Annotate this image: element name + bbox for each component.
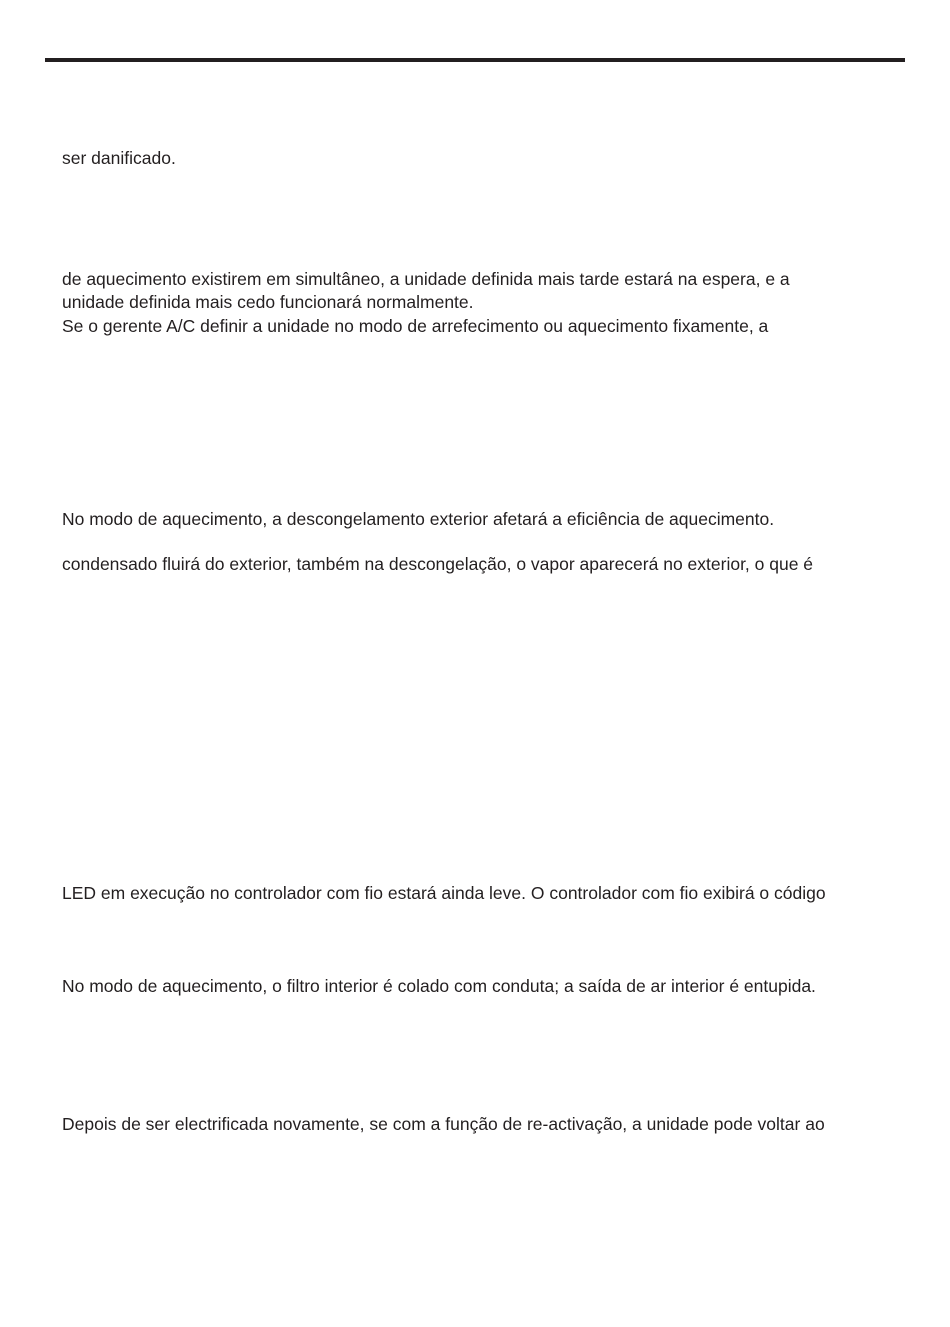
text-line: LED em execução no controlador com fio estará ainda leve. O controlador com fio exibirá o código: [62, 883, 826, 903]
text-line: condensado fluirá do exterior, também na descongelação, o vapor aparecerá no exterior, o que é: [62, 554, 814, 574]
text-line: Depois de ser electrificada novamente, se com a função de re-activação, a unidade pode voltar ao: [62, 1114, 825, 1134]
text-line: ser danificado.: [62, 148, 176, 168]
text-line: No modo de aquecimento, a descongelamento exterior afetará a eficiência de aquecimento.: [62, 509, 775, 529]
text-line: Se o gerente A/C definir a unidade no modo de arrefecimento ou aquecimento fixamente, a: [62, 316, 769, 336]
text-line: No modo de aquecimento, o filtro interior é colado com conduta; a saída de ar interior é entupida.: [62, 976, 816, 996]
header-rule: [45, 58, 905, 62]
text-line: unidade definida mais cedo funcionará normalmente.: [62, 292, 474, 312]
text-line: de aquecimento existirem em simultâneo, a unidade definida mais tarde estará na espera, e a: [62, 269, 790, 289]
